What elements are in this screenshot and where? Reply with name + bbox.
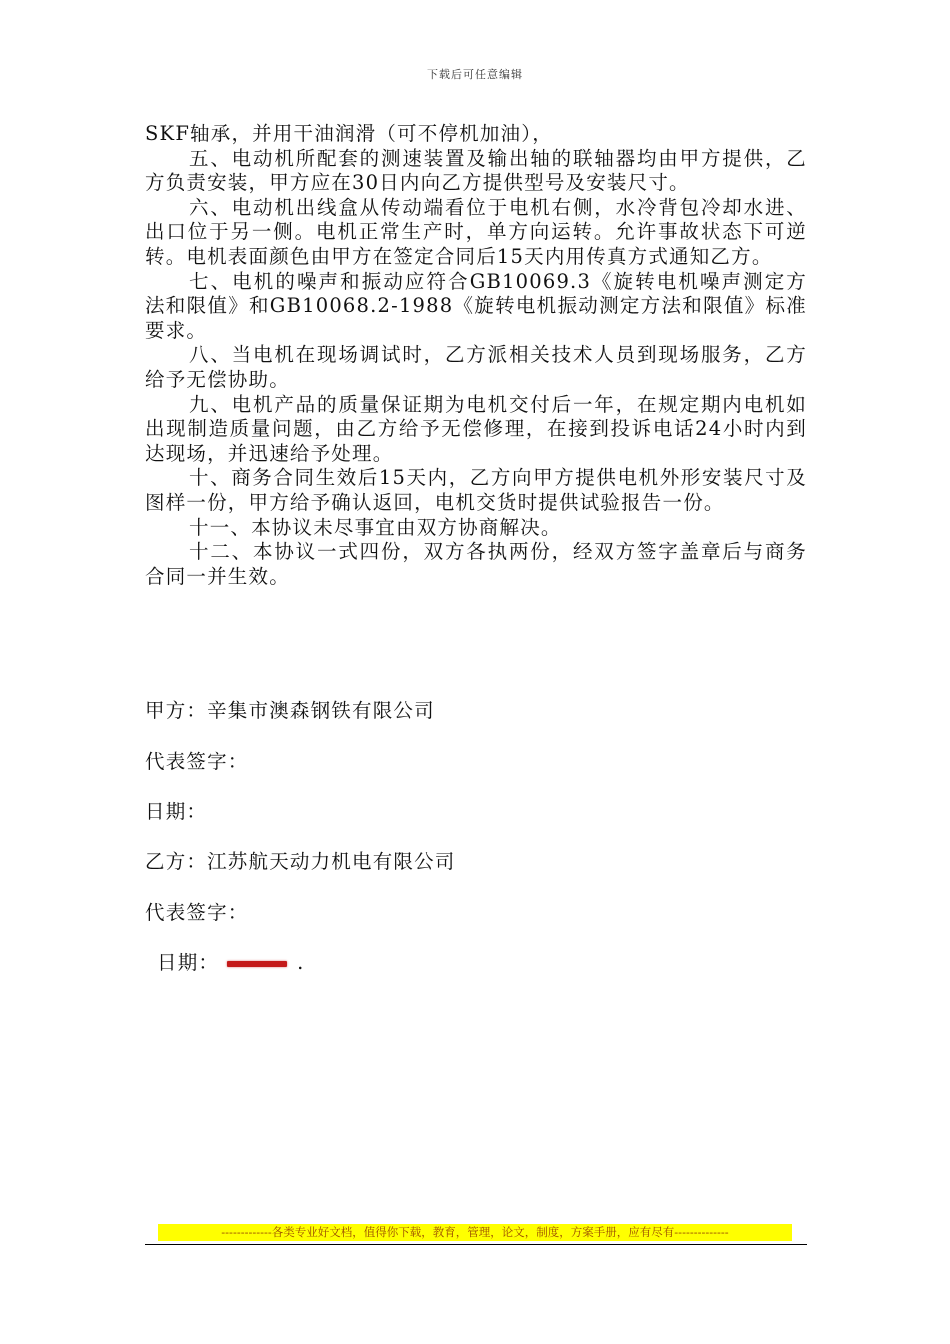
party-b-rep-signature: 代表签字： bbox=[145, 901, 249, 924]
paragraph-clause-8: 八、当电机在现场调试时，乙方派相关技术人员到现场服务，乙方给予无偿协助。 bbox=[145, 343, 807, 391]
party-a-date: 日期： bbox=[145, 800, 208, 823]
header-note: 下载后可任意编辑 bbox=[427, 68, 523, 81]
footer-banner: -------------各类专业好文档，值得你下载，教育，管理，论文，制度，方案手册，应有尽有-------------- bbox=[158, 1224, 792, 1241]
paragraph-clause-7: 七、电机的噪声和振动应符合GB10069.3《旋转电机噪声测定方法和限值》和GB10068.2-1988《旋转电机振动测定方法和限值》标准要求。 bbox=[145, 269, 807, 342]
party-b-date-label: 日期： bbox=[157, 951, 220, 974]
paragraph-clause-9: 九、电机产品的质量保证期为电机交付后一年，在规定期内电机如出现制造质量问题，由乙方给予无偿修理，在接到投诉电话24小时内到达现场，并迅速给予处理。 bbox=[145, 392, 807, 465]
paragraph-continuation: SKF轴承，并用干油润滑（可不停机加油）， bbox=[145, 122, 553, 145]
party-b-name: 乙方：江苏航天动力机电有限公司 bbox=[145, 850, 456, 873]
party-b-date-suffix: . bbox=[297, 951, 305, 974]
contract-body bbox=[145, 122, 807, 589]
party-a-name: 甲方：辛集市澳森钢铁有限公司 bbox=[145, 699, 435, 722]
paragraph-clause-12: 十二、本协议一式四份，双方各执两份，经双方签字盖章后与商务合同一并生效。 bbox=[145, 540, 807, 588]
party-a-rep-signature: 代表签字： bbox=[145, 750, 249, 773]
footer-divider bbox=[145, 1244, 807, 1245]
party-b-date-line bbox=[157, 947, 305, 975]
paragraph-clause-11: 十一、本协议未尽事宜由双方协商解决。 bbox=[189, 515, 562, 539]
paragraph-clause-5: 五、电动机所配套的测速装置及输出轴的联轴器均由甲方提供，乙方负责安装，甲方应在30日内向乙方提供型号及安装尺寸。 bbox=[145, 146, 807, 195]
paragraph-clause-6: 六、电动机出线盒从传动端看位于电机右侧，水冷背包冷却水进、出口位于另一侧。电机正常生产时，单方向运转。允许事故状态下可逆转。电机表面颜色由甲方在签定合同后15天内用传真方式通知乙方。 bbox=[145, 195, 807, 268]
redaction-mark bbox=[227, 961, 287, 967]
paragraph-clause-10: 十、商务合同生效后15天内，乙方向甲方提供电机外形安装尺寸及图样一份，甲方给予确认返回，电机交货时提供试验报告一份。 bbox=[145, 466, 807, 514]
